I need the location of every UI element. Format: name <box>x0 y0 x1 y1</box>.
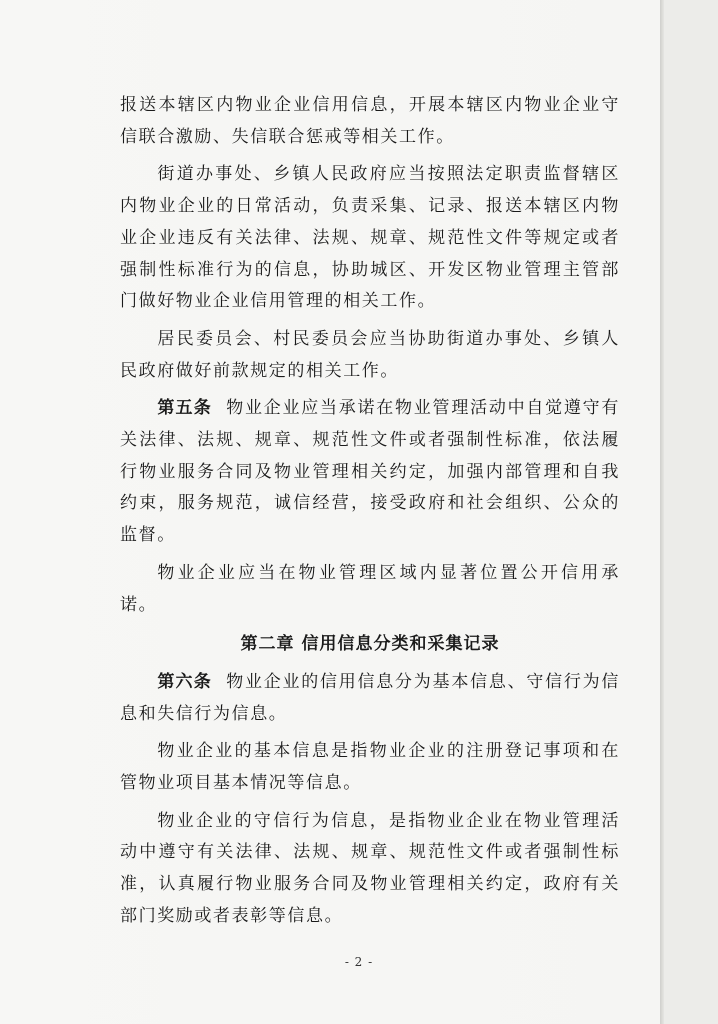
article-5-heading: 第五条 <box>157 398 212 419</box>
body-text <box>120 90 620 933</box>
paragraph-7: 物业企业的基本信息是指物业企业的注册登记事项和在管物业项目基本情况等信息。 <box>120 741 620 794</box>
article-5-text: 物业企业应当承诺在物业管理活动中自觉遵守有关法律、法规、规章、规范性文件或者强制性标准，依法履行物业服务合同及物业管理相关约定，加强内部管理和自我约束，服务规范，诚信经营，接受政府和社会组织、公众的监督。 <box>120 398 620 546</box>
page-number: - 2 - <box>344 955 374 969</box>
paragraph-5: 物业企业应当在物业管理区域内显著位置公开信用承诺。 <box>120 562 620 615</box>
paragraph-3: 居民委员会、村民委员会应当协助街道办事处、乡镇人民政府做好前款规定的相关工作。 <box>120 328 620 381</box>
article-5 <box>120 393 620 552</box>
chapter-title: 第二章 信用信息分类和采集记录 <box>240 634 500 655</box>
article-6-heading: 第六条 <box>157 671 212 692</box>
article-6-text: 物业企业的信用信息分为基本信息、守信行为信息和失信行为信息。 <box>120 671 620 724</box>
article-6 <box>120 667 620 730</box>
scan-margin <box>664 0 718 1024</box>
paragraph-1: 报送本辖区内物业企业信用信息，开展本辖区内物业企业守信联合激励、失信联合惩戒等相关工作。 <box>120 95 620 147</box>
paragraph-2: 街道办事处、乡镇人民政府应当按照法定职责监督辖区内物业企业的日常活动，负责采集、记录、报送本辖区内物业企业违反有关法律、法规、规章、规范性文件等规定或者强制性标准行为的信息，协助城区、开发区物业管理主管部门做好物业企业信用管理的相关工作。 <box>120 164 620 312</box>
paragraph-8: 物业企业的守信行为信息，是指物业企业在物业管理活动中遵守有关法律、法规、规章、规范性文件或者强制性标准，认真履行物业服务合同及物业管理相关约定，政府有关部门奖励或者表彰等信息。 <box>120 810 620 926</box>
